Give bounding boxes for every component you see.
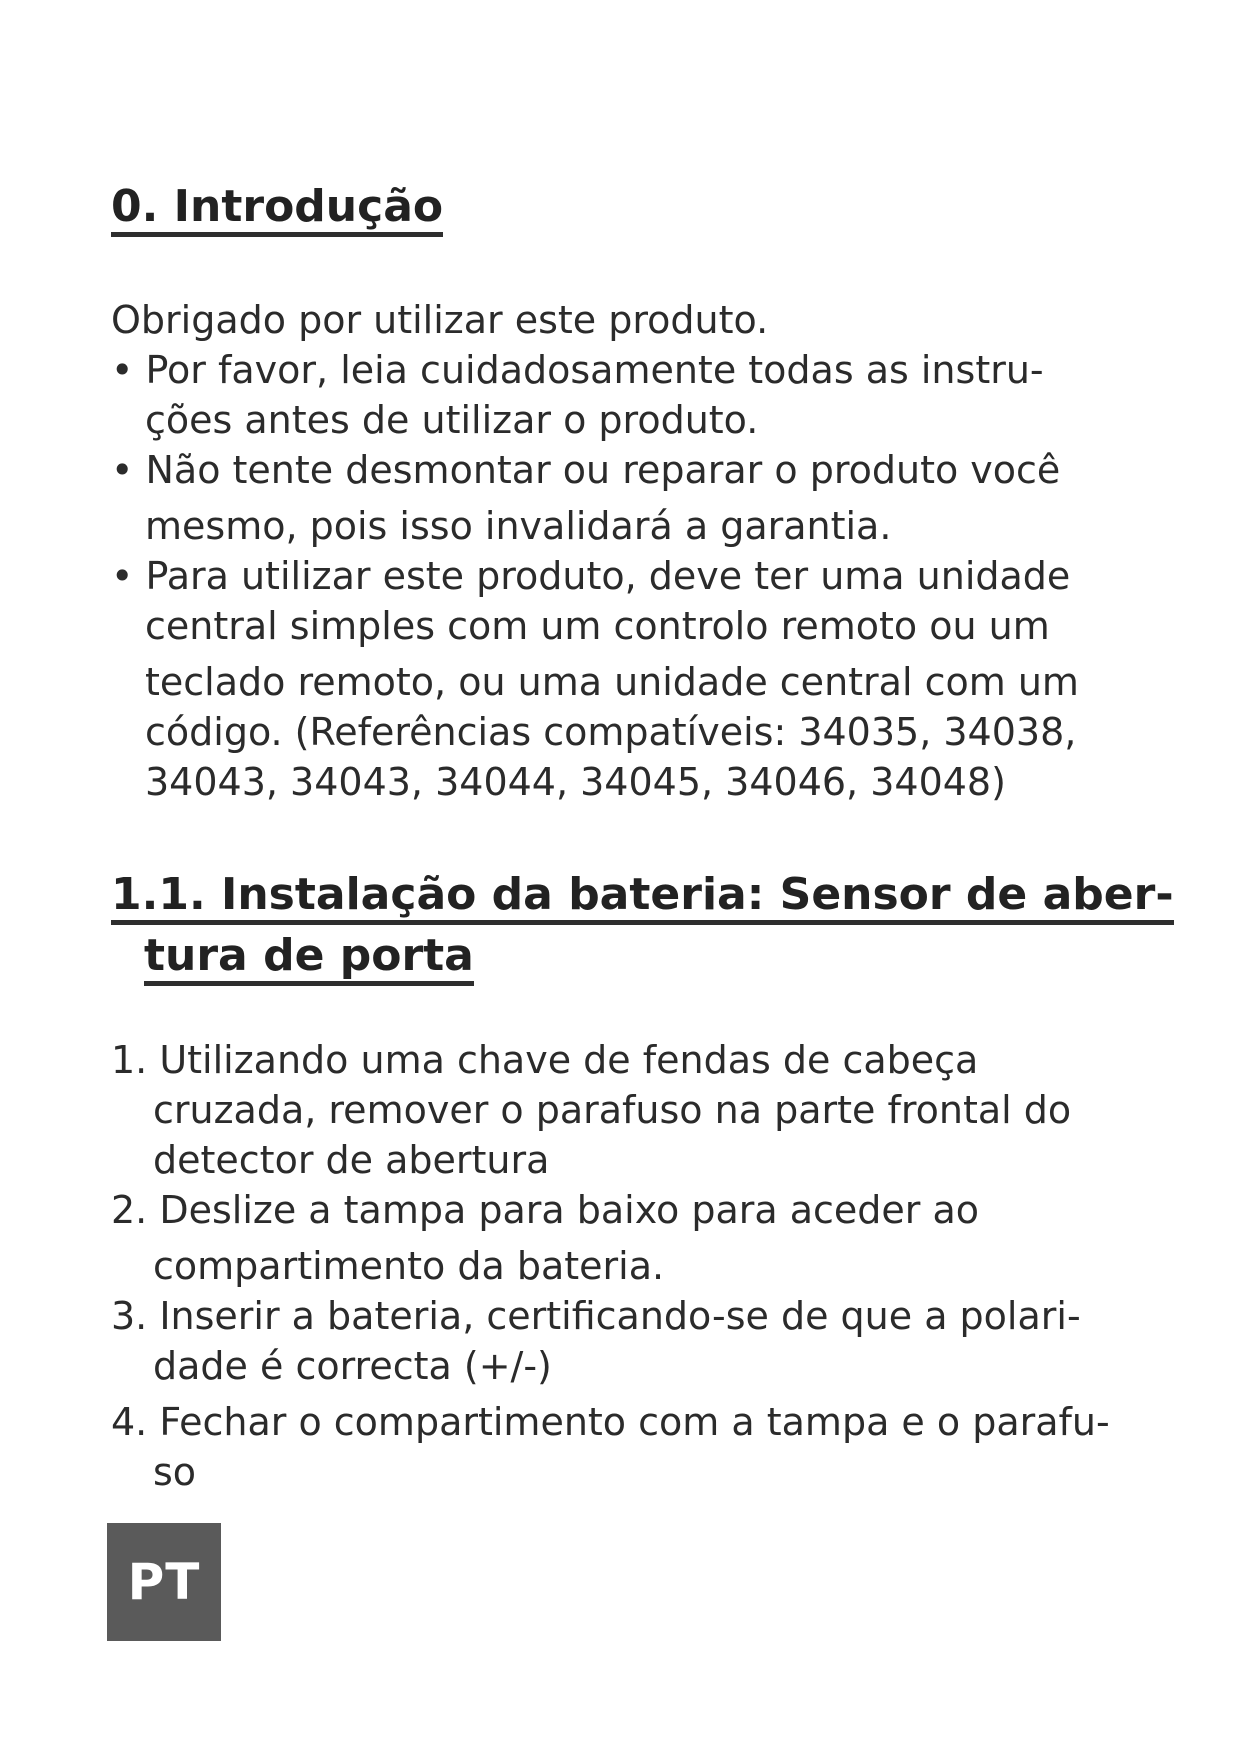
heading-text: 0. Introdução — [111, 182, 443, 237]
section-heading-introduction — [111, 180, 443, 237]
step-continuation: so — [153, 1450, 197, 1494]
step-continuation: compartimento da bateria. — [153, 1244, 665, 1288]
step-line: 1. Utilizando uma chave de fendas de cabeça — [111, 1038, 979, 1082]
bullet-continuation: central simples com um controlo remoto ou um — [145, 604, 1050, 648]
bullet-line: • Para utilizar este produto, deve ter uma unidade — [111, 554, 1071, 598]
intro-line: Obrigado por utilizar este produto. — [111, 298, 769, 342]
heading-text-line-2: tura de porta — [144, 931, 474, 986]
step-continuation: cruzada, remover o parafuso na parte frontal do — [153, 1088, 1072, 1132]
section-heading-battery-installation — [111, 868, 1174, 986]
bullet-continuation: 34043, 34043, 34044, 34045, 34046, 34048) — [145, 760, 1006, 804]
step-line: 3. Inserir a bateria, certificando-se de que a polari- — [111, 1294, 1081, 1338]
step-continuation: detector de abertura — [153, 1138, 550, 1182]
introduction-body — [111, 295, 1079, 807]
installation-steps — [111, 1035, 1110, 1497]
bullet-line: • Por favor, leia cuidadosamente todas as instru- — [111, 348, 1044, 392]
bullet-line: • Não tente desmontar ou reparar o produto você — [111, 448, 1061, 492]
step-line: 4. Fechar o compartimento com a tampa e o parafu- — [111, 1400, 1110, 1444]
bullet-continuation: teclado remoto, ou uma unidade central com um — [145, 660, 1079, 704]
language-badge: PT — [107, 1523, 221, 1641]
bullet-continuation: código. (Referências compatíveis: 34035, 34038, — [145, 710, 1077, 754]
step-line: 2. Deslize a tampa para baixo para aceder ao — [111, 1188, 980, 1232]
heading-text-line-1: 1.1. Instalação da bateria: Sensor de aber- — [111, 870, 1174, 925]
step-continuation: dade é correcta (+/-) — [153, 1344, 552, 1388]
bullet-continuation: ções antes de utilizar o produto. — [145, 398, 759, 442]
bullet-continuation: mesmo, pois isso invalidará a garantia. — [145, 504, 892, 548]
